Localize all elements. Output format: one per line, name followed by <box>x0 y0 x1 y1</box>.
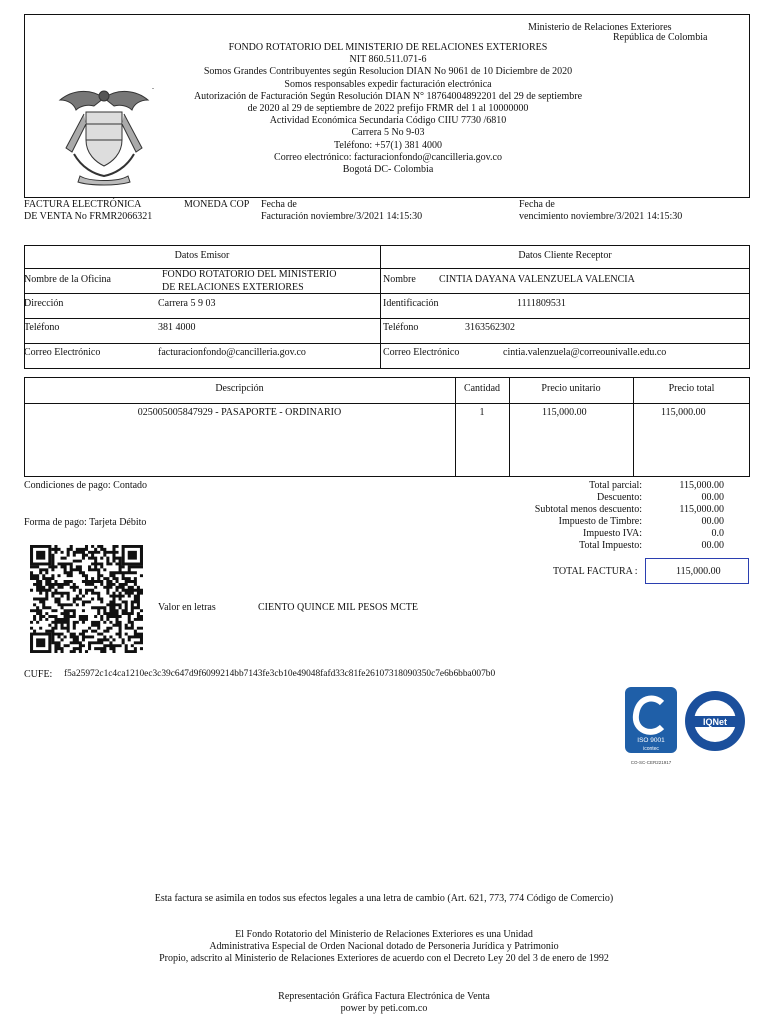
ministry-name: Ministerio de Relaciones Exteriores <box>528 22 672 33</box>
divider <box>24 268 750 269</box>
issuer-line: NIT 860.511.071-6 <box>349 54 427 66</box>
total-value: 00.00 <box>701 516 724 527</box>
cliente-value: cintia.valenzuela@correounivalle.edu.co <box>503 347 667 358</box>
iqnet-text: IQNet <box>702 717 728 727</box>
col-header-description: Descripción <box>215 383 264 394</box>
total-value: 00.00 <box>701 492 724 503</box>
total-value: 115,000.00 <box>679 480 724 491</box>
icontec-text: icontec <box>643 746 659 752</box>
payment-method: Forma de pago: Tarjeta Débito <box>24 517 147 528</box>
total-factura-value: 115,000.00 <box>676 566 721 577</box>
cliente-value: CINTIA DAYANA VALENZUELA VALENCIA <box>439 274 635 285</box>
entity-line: Propio, adscrito al Ministerio de Relaciones Exteriores de acuerdo con el Decreto Ley 20 del 3 de enero de 1992 <box>159 953 609 964</box>
emisor-label: Teléfono <box>24 322 60 333</box>
emisor-value: DE RELACIONES EXTERIORES <box>162 282 304 293</box>
header-dot: . <box>152 82 154 91</box>
due-date-label: Fecha de <box>519 199 555 210</box>
issuer-line: FONDO ROTATORIO DEL MINISTERIO DE RELACIONES EXTERIORES <box>228 42 548 53</box>
divider <box>24 403 750 404</box>
cliente-value: 1111809531 <box>517 298 566 309</box>
payment-conditions: Condiciones de pago: Contado <box>24 480 148 491</box>
cliente-label: Nombre <box>383 274 416 285</box>
item-quantity: 1 <box>479 407 485 418</box>
total-label: Subtotal menos descuento: <box>534 504 642 515</box>
divider <box>380 245 381 369</box>
divider <box>24 318 750 319</box>
cliente-value: 3163562302 <box>465 322 515 333</box>
col-header-total-price: Precio total <box>668 383 715 394</box>
emisor-label: Nombre de la Oficina <box>24 274 111 285</box>
invoice-number: DE VENTA No FRMR2066321 <box>24 211 153 222</box>
col-header-unit-price: Precio unitario <box>541 383 601 394</box>
powered-by: power by peti.com.co <box>340 1003 428 1014</box>
total-value: 115,000.00 <box>679 504 724 515</box>
total-label: Descuento: <box>597 492 642 503</box>
legal-note: Esta factura se asimila en todos sus efectos legales a una letra de cambio (Art. 621, 773, 774 Código de Comercio) <box>154 893 614 904</box>
issuer-line: Correo electrónico: facturacionfondo@cancilleria.gov.co <box>274 151 502 163</box>
issuer-details <box>160 42 616 176</box>
issue-date-label: Fecha de <box>261 199 297 210</box>
totals-labels <box>470 480 642 552</box>
total-value: 0.0 <box>711 528 724 539</box>
cliente-title: Datos Cliente Receptor <box>518 250 612 261</box>
col-header-quantity: Cantidad <box>463 383 501 394</box>
issuer-line: Somos responsables expedir facturación electrónica <box>284 78 492 90</box>
invoice-type-line1: FACTURA ELECTRÓNICA <box>24 199 142 210</box>
cliente-label: Correo Electrónico <box>383 347 460 358</box>
total-label: Impuesto IVA: <box>583 528 642 539</box>
amount-words-value: CIENTO QUINCE MIL PESOS MCTE <box>258 602 419 613</box>
graphic-representation: Representación Gráfica Factura Electrónica de Venta <box>278 991 490 1002</box>
entity-note <box>0 929 768 965</box>
divider <box>24 343 750 344</box>
emisor-label: Dirección <box>24 298 64 309</box>
issuer-line: Somos Grandes Contribuyentes según Resolucion DIAN No 9061 de 10 Diciembre de 2020 <box>203 66 573 78</box>
emisor-value: Carrera 5 9 03 <box>158 298 216 309</box>
emisor-value: facturacionfondo@cancilleria.gov.co <box>158 347 306 358</box>
total-value: 00.00 <box>701 540 724 551</box>
entity-line: El Fondo Rotatorio del Ministerio de Relaciones Exteriores es una Unidad <box>235 929 533 940</box>
country-name: República de Colombia <box>613 32 708 43</box>
cliente-label: Identificación <box>383 298 439 309</box>
iqnet-logo <box>683 689 747 753</box>
total-label: Total parcial: <box>589 480 642 491</box>
qr-finder-pattern <box>122 545 143 565</box>
totals-values <box>650 480 724 552</box>
item-description: 025005005847929 - PASAPORTE - ORDINARIO <box>137 407 342 418</box>
entity-line: Administrativa Especial de Orden Nacional dotado de Personeria Jurídica y Patrimonio <box>209 941 559 952</box>
qr-code-icon <box>30 545 143 653</box>
item-total-price: 115,000.00 <box>661 407 706 418</box>
issuer-line: de 2020 al 29 de septiembre de 2022 prefijo FRMR del 1 al 10000000 <box>247 102 529 114</box>
cliente-label: Teléfono <box>383 322 419 333</box>
coat-of-arms-icon <box>50 84 158 188</box>
divider <box>24 293 750 294</box>
qr-finder-pattern <box>30 633 51 653</box>
currency: MONEDA COP <box>184 199 250 210</box>
cufe-label: CUFE: <box>24 669 53 680</box>
issuer-line: Autorización de Facturación Según Resolución DIAN N° 18764004892201 del 29 de septiembre <box>193 90 583 102</box>
issuer-line: Teléfono: +57(1) 381 4000 <box>334 139 442 151</box>
emisor-value: 381 4000 <box>158 322 196 333</box>
cufe-value: f5a25972c1c4ca1210ec3c39c647d9f6099214bb7143fe3cb10e49048fafd33c81fe26107318090350c7e6b6bba007b0 <box>64 669 496 679</box>
issuer-line: Carrera 5 No 9-03 <box>351 127 425 139</box>
issue-date: Facturación noviembre/3/2021 14:15:30 <box>261 211 423 222</box>
total-label: Impuesto de Timbre: <box>558 516 642 527</box>
amount-words-label: Valor en letras <box>158 602 216 613</box>
iso-text: ISO 9001 <box>637 737 665 744</box>
item-unit-price: 115,000.00 <box>542 407 587 418</box>
due-date: vencimiento noviembre/3/2021 14:15:30 <box>519 211 683 222</box>
total-factura-label: TOTAL FACTURA : <box>553 566 638 577</box>
issuer-line: Actividad Económica Secundaria Código CIIU 7730 /6810 <box>269 115 507 127</box>
emisor-value: FONDO ROTATORIO DEL MINISTERIO <box>162 269 337 280</box>
qr-finder-pattern <box>30 545 51 565</box>
cert-code: CO-SC-CER221917 <box>630 760 672 765</box>
emisor-label: Correo Electrónico <box>24 347 101 358</box>
emisor-title: Datos Emisor <box>174 250 230 261</box>
total-label: Total Impuesto: <box>579 540 642 551</box>
issuer-line: Bogotá DC- Colombia <box>342 163 434 175</box>
icontec-iso-logo <box>620 685 682 769</box>
